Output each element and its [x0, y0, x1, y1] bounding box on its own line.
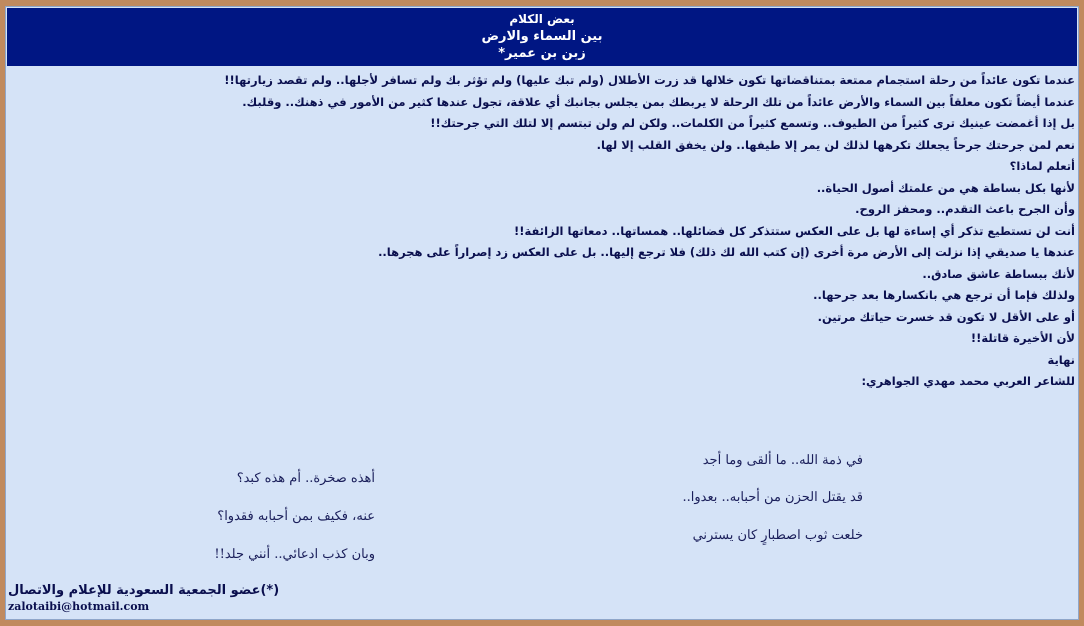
author-email-link[interactable]: zalotaibi@hotmail.com	[8, 600, 150, 613]
paragraph: عندما تكون عائداً من رحلة استجمام ممتعة بمتناقضاتها تكون خلالها قد زرت الأطلال (ولم تبك عليها) ولم تؤثر بك ولم تسافر لأجلها.. ولم تقصد زيارتها!!	[224, 73, 1075, 87]
paragraph: أتعلم لماذا؟	[1009, 159, 1075, 173]
paragraph: لأنها بكل بساطة هي من علمتك أصول الحياة..	[816, 180, 1075, 195]
paragraph: لأن الأخيرة قاتلة!!	[970, 331, 1075, 345]
paragraph: لأنك ببساطة عاشق صادق..	[922, 266, 1075, 281]
author-note: (*)عضو الجمعية السعودية للإعلام والاتصال	[8, 583, 280, 598]
poem-verse-right: في ذمة الله.. ما ألقى وما أجد	[702, 453, 863, 468]
paragraph: وأن الجرح باعث التقدم.. ومحفز الروح.	[855, 202, 1075, 216]
article-header	[7, 8, 1077, 66]
paragraph: أو على الأقل لا تكون قد خسرت حياتك مرتين.	[817, 309, 1075, 324]
paragraph: للشاعر العربي محمد مهدي الجواهري:	[861, 374, 1075, 388]
article-body	[9, 70, 1075, 393]
paragraph: أنت لن تستطيع تذكر أي إساءة لها بل على العكس ستتذكر كل فضائلها.. همساتها.. دمعاتها الزائفة!!	[514, 223, 1075, 238]
article-footer	[8, 583, 279, 613]
poem-verse-left: عنه، فكيف بمن أحبابه فقدوا؟	[217, 509, 375, 524]
header-kicker: بعض الكلام	[509, 12, 575, 26]
paragraph: عندها يا صديقي إذا نزلت إلى الأرض مرة أخرى (إن كتب الله لك ذلك) فلا ترجع إليها.. بل على العكس زد إصراراً على هجرها..	[378, 245, 1075, 259]
article-frame	[5, 6, 1079, 620]
paragraph: نهاية	[1047, 352, 1075, 367]
article-title: بين السماء والارض	[481, 29, 603, 44]
paragraph: نعم لمن جرحتك جرحاً يجعلك تكرهها لذلك لن يمر إلا طيفها.. ولن يخفق القلب إلا لها.	[596, 137, 1075, 152]
paragraph: بل إذا أغمضت عينيك ترى كثيراً من الطيوف.. وتسمع كثيراً من الكلمات.. ولكن لم ولن تبتسم إلا لتلك التي جرحتك!!	[430, 116, 1075, 130]
article-author: زبن بن عمير*	[498, 46, 586, 61]
paragraph: عندما أيضاً تكون معلقاً بين السماء والأرض عائداً من تلك الرحلة لا يربطك بمن يجلس بجانبك أي علاقة، تجول عندها كثير من الأمور في ذهنك.. وقلبك.	[242, 94, 1075, 109]
poem-verse-right: خلعت ثوب اصطبارٍ كان يسترني	[692, 528, 863, 543]
poem-verse-left: أهذه صخرة.. أم هذه كبد؟	[236, 471, 375, 486]
poem-verse-left: وبان كذب ادعائي.. أنني جلد!!	[214, 547, 375, 562]
poem-verse-right: قد يقتل الحزن من أحبابه.. بعدوا..	[682, 490, 863, 505]
paragraph: ولذلك فإما أن ترجع هي بانكسارها بعد جرحها..	[813, 288, 1075, 302]
